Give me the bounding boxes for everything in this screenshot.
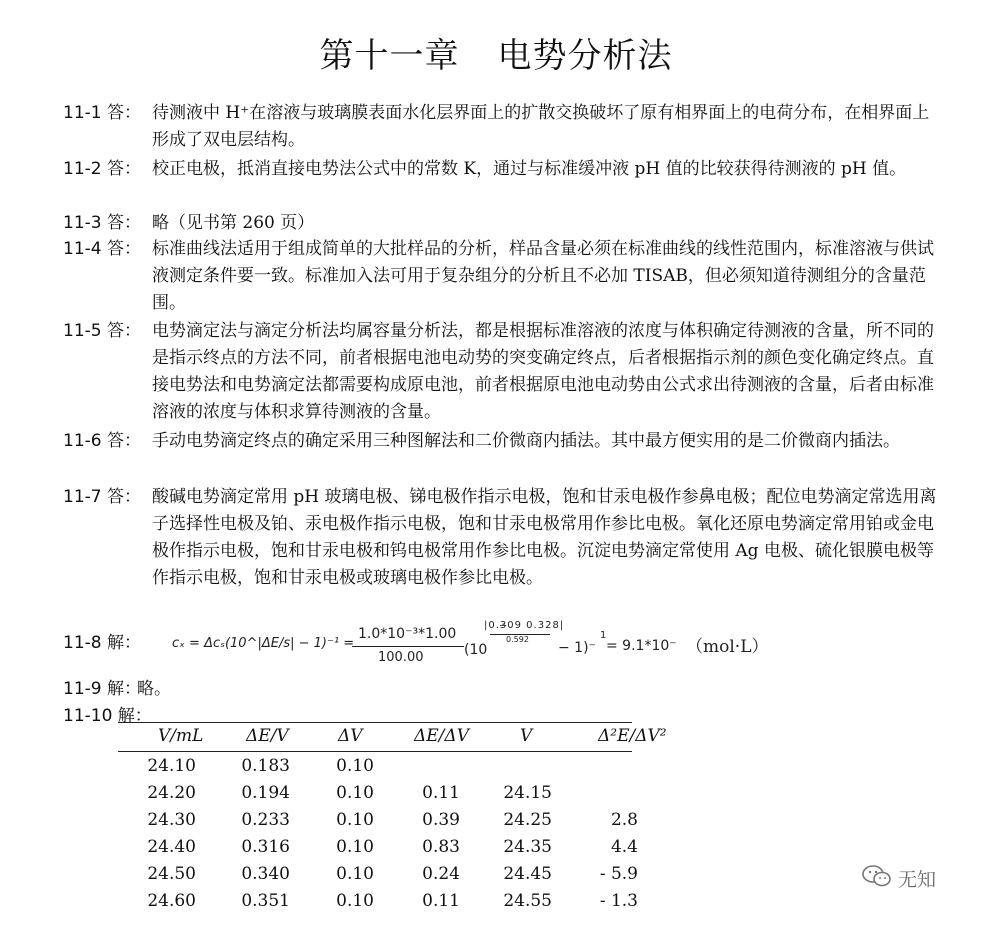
answer-text: 酸碱电势滴定常用 pH 玻璃电极、锑电极作指示电极，饱和甘汞电极作参鼻电极；配位电势滴定常选用离子选择性电极及铂、汞电极作指示电极，饱和甘汞电极常用作参比电极。氧化还原电势滴定常用铂或金电极作指示电极，饱和甘汞电极和钨电极常用作参比电极。沉淀电势滴定常使用 Ag 电极、硫化银膜电极等作指示电极，饱和甘汞电极或玻璃电极作参比电极。 [152, 487, 937, 588]
answer-number: 11-5 答： [63, 321, 141, 341]
table-cell: 0.10 [336, 891, 374, 911]
table-header-cell: Δ²E/ΔV² [598, 726, 667, 746]
formula-frac-mid: 1 [600, 630, 607, 641]
answer-11-1 [63, 100, 943, 154]
formula-unit: （mol·L） [686, 637, 769, 657]
table-cell: 0.351 [241, 891, 290, 911]
answer-text: 略（见书第 260 页） [152, 213, 315, 233]
table-cell: 0.11 [422, 891, 460, 911]
table-cell: 24.60 [147, 891, 196, 911]
answer-text: 电势滴定法与滴定分析法均属容量分析法，都是根据标准溶液的浓度与体积确定待测液的含量，所不同的是指示终点的方法不同，前者根据电池电动势的突变确定终点，后者根据指示剂的颜色变化确定终点。直接电势法和电势滴定法都需要构成原电池，前者根据原电池电动势由公式求出待测液的含量，后者由标准溶液的浓度与体积求算待测液的含量。 [152, 321, 934, 422]
table-cell: 4.4 [610, 837, 638, 857]
table-header-rule [118, 751, 632, 752]
watermark-text: 无知 [898, 869, 937, 891]
table-cell: 0.183 [241, 756, 290, 776]
answer-number: 11-10 解： [63, 706, 152, 726]
fraction-bar [352, 646, 464, 647]
table-cell: 0.10 [336, 756, 374, 776]
table-top-rule [118, 722, 632, 723]
table-cell: 24.35 [503, 837, 552, 857]
table-cell: - 1.3 [599, 891, 638, 911]
page-title [0, 28, 992, 77]
table-cell: 24.15 [503, 783, 552, 803]
table-cell: 0.316 [241, 837, 290, 857]
table-cell: - 5.9 [599, 864, 638, 884]
table-cell: 0.10 [336, 783, 374, 803]
answer-11-2 [63, 156, 943, 183]
answer-number: 11-7 答： [63, 487, 141, 507]
table-cell: 0.10 [336, 837, 374, 857]
table-cell: 0.233 [241, 810, 290, 830]
wechat-icon [862, 864, 892, 893]
answer-11-5 [63, 318, 943, 426]
table-cell: 0.194 [241, 783, 290, 803]
table-header-cell: ΔE/V [246, 726, 289, 746]
answer-text: 标准曲线法适用于组成简单的大批样品的分析，样品含量必须在标准曲线的线性范围内，标准溶液与供试液测定条件要一致。标准加入法可用于复杂组分的分析且不必加 TISAB，但必须知道待测组分的含量范围。 [152, 239, 934, 313]
answer-number: 11-1 答： [63, 103, 141, 123]
table-cell: 0.24 [422, 864, 460, 884]
table-header-cell: V/mL [158, 726, 204, 746]
formula-paren-open: (10 [464, 642, 488, 658]
formula-exponent-bottom: 0.592 [506, 635, 529, 644]
answer-11-7 [63, 484, 943, 592]
table-cell: 24.20 [147, 783, 196, 803]
chapter-name: 电势分析法 [497, 36, 673, 76]
chapter-number: 第十一章 [319, 36, 460, 76]
answer-number: 11-6 答： [63, 431, 141, 451]
table-cell: 24.10 [147, 756, 196, 776]
table-cell: 24.40 [147, 837, 196, 857]
formula-exponent-top: |0.3̶09 0.328| [484, 620, 565, 631]
formula-lhs: cₓ = Δcₛ(10^|ΔE/s| − 1)⁻¹ = [172, 636, 355, 651]
table-header-cell: ΔV [338, 726, 363, 746]
table-cell: 0.83 [422, 837, 460, 857]
answer-text: 手动电势滴定终点的确定采用三种图解法和二价微商内插法。其中最方便实用的是二价微商内插法。 [152, 431, 900, 451]
formula-denominator: 100.00 [378, 650, 424, 665]
table-cell: 0.10 [336, 810, 374, 830]
answer-11-9 [63, 676, 943, 703]
answer-number: 11-4 答： [63, 239, 141, 259]
answer-number: 11-3 答： [63, 213, 141, 233]
answer-11-3 [63, 210, 943, 237]
answer-11-4 [63, 236, 943, 317]
answer-text: 待测液中 H⁺在溶液与玻璃膜表面水化层界面上的扩散交换破坏了原有相界面上的电荷分布，在相界面上形成了双电层结构。 [152, 103, 930, 150]
answer-11-6 [63, 428, 943, 455]
answer-number: 11-8 解： [63, 633, 141, 653]
table-cell: 24.50 [147, 864, 196, 884]
table-header-cell: V [520, 726, 533, 746]
answer-number: 11-2 答： [63, 159, 141, 179]
table-cell: 24.45 [503, 864, 552, 884]
formula-tail: − 1)⁻ [558, 640, 596, 656]
table-cell: 24.25 [503, 810, 552, 830]
formula-numerator: 1.0*10⁻³*1.00 [358, 626, 457, 642]
table-header-cell: ΔE/ΔV [414, 726, 469, 746]
answer-number: 11-9 解： [63, 679, 141, 699]
table-cell: 24.55 [503, 891, 552, 911]
table-cell: 2.8 [610, 810, 638, 830]
concentration-formula [172, 622, 792, 668]
table-cell: 0.10 [336, 864, 374, 884]
table-cell: 0.340 [241, 864, 290, 884]
table-cell: 0.39 [422, 810, 460, 830]
formula-result: = 9.1*10⁻ [606, 638, 677, 654]
table-cell: 0.11 [422, 783, 460, 803]
watermark [862, 864, 936, 893]
table-cell: 24.30 [147, 810, 196, 830]
answer-text: 校正电极，抵消直接电势法公式中的常数 K，通过与标准缓冲液 pH 值的比较获得待测液的 pH 值。 [152, 159, 907, 179]
answer-text: 略。 [137, 679, 171, 699]
